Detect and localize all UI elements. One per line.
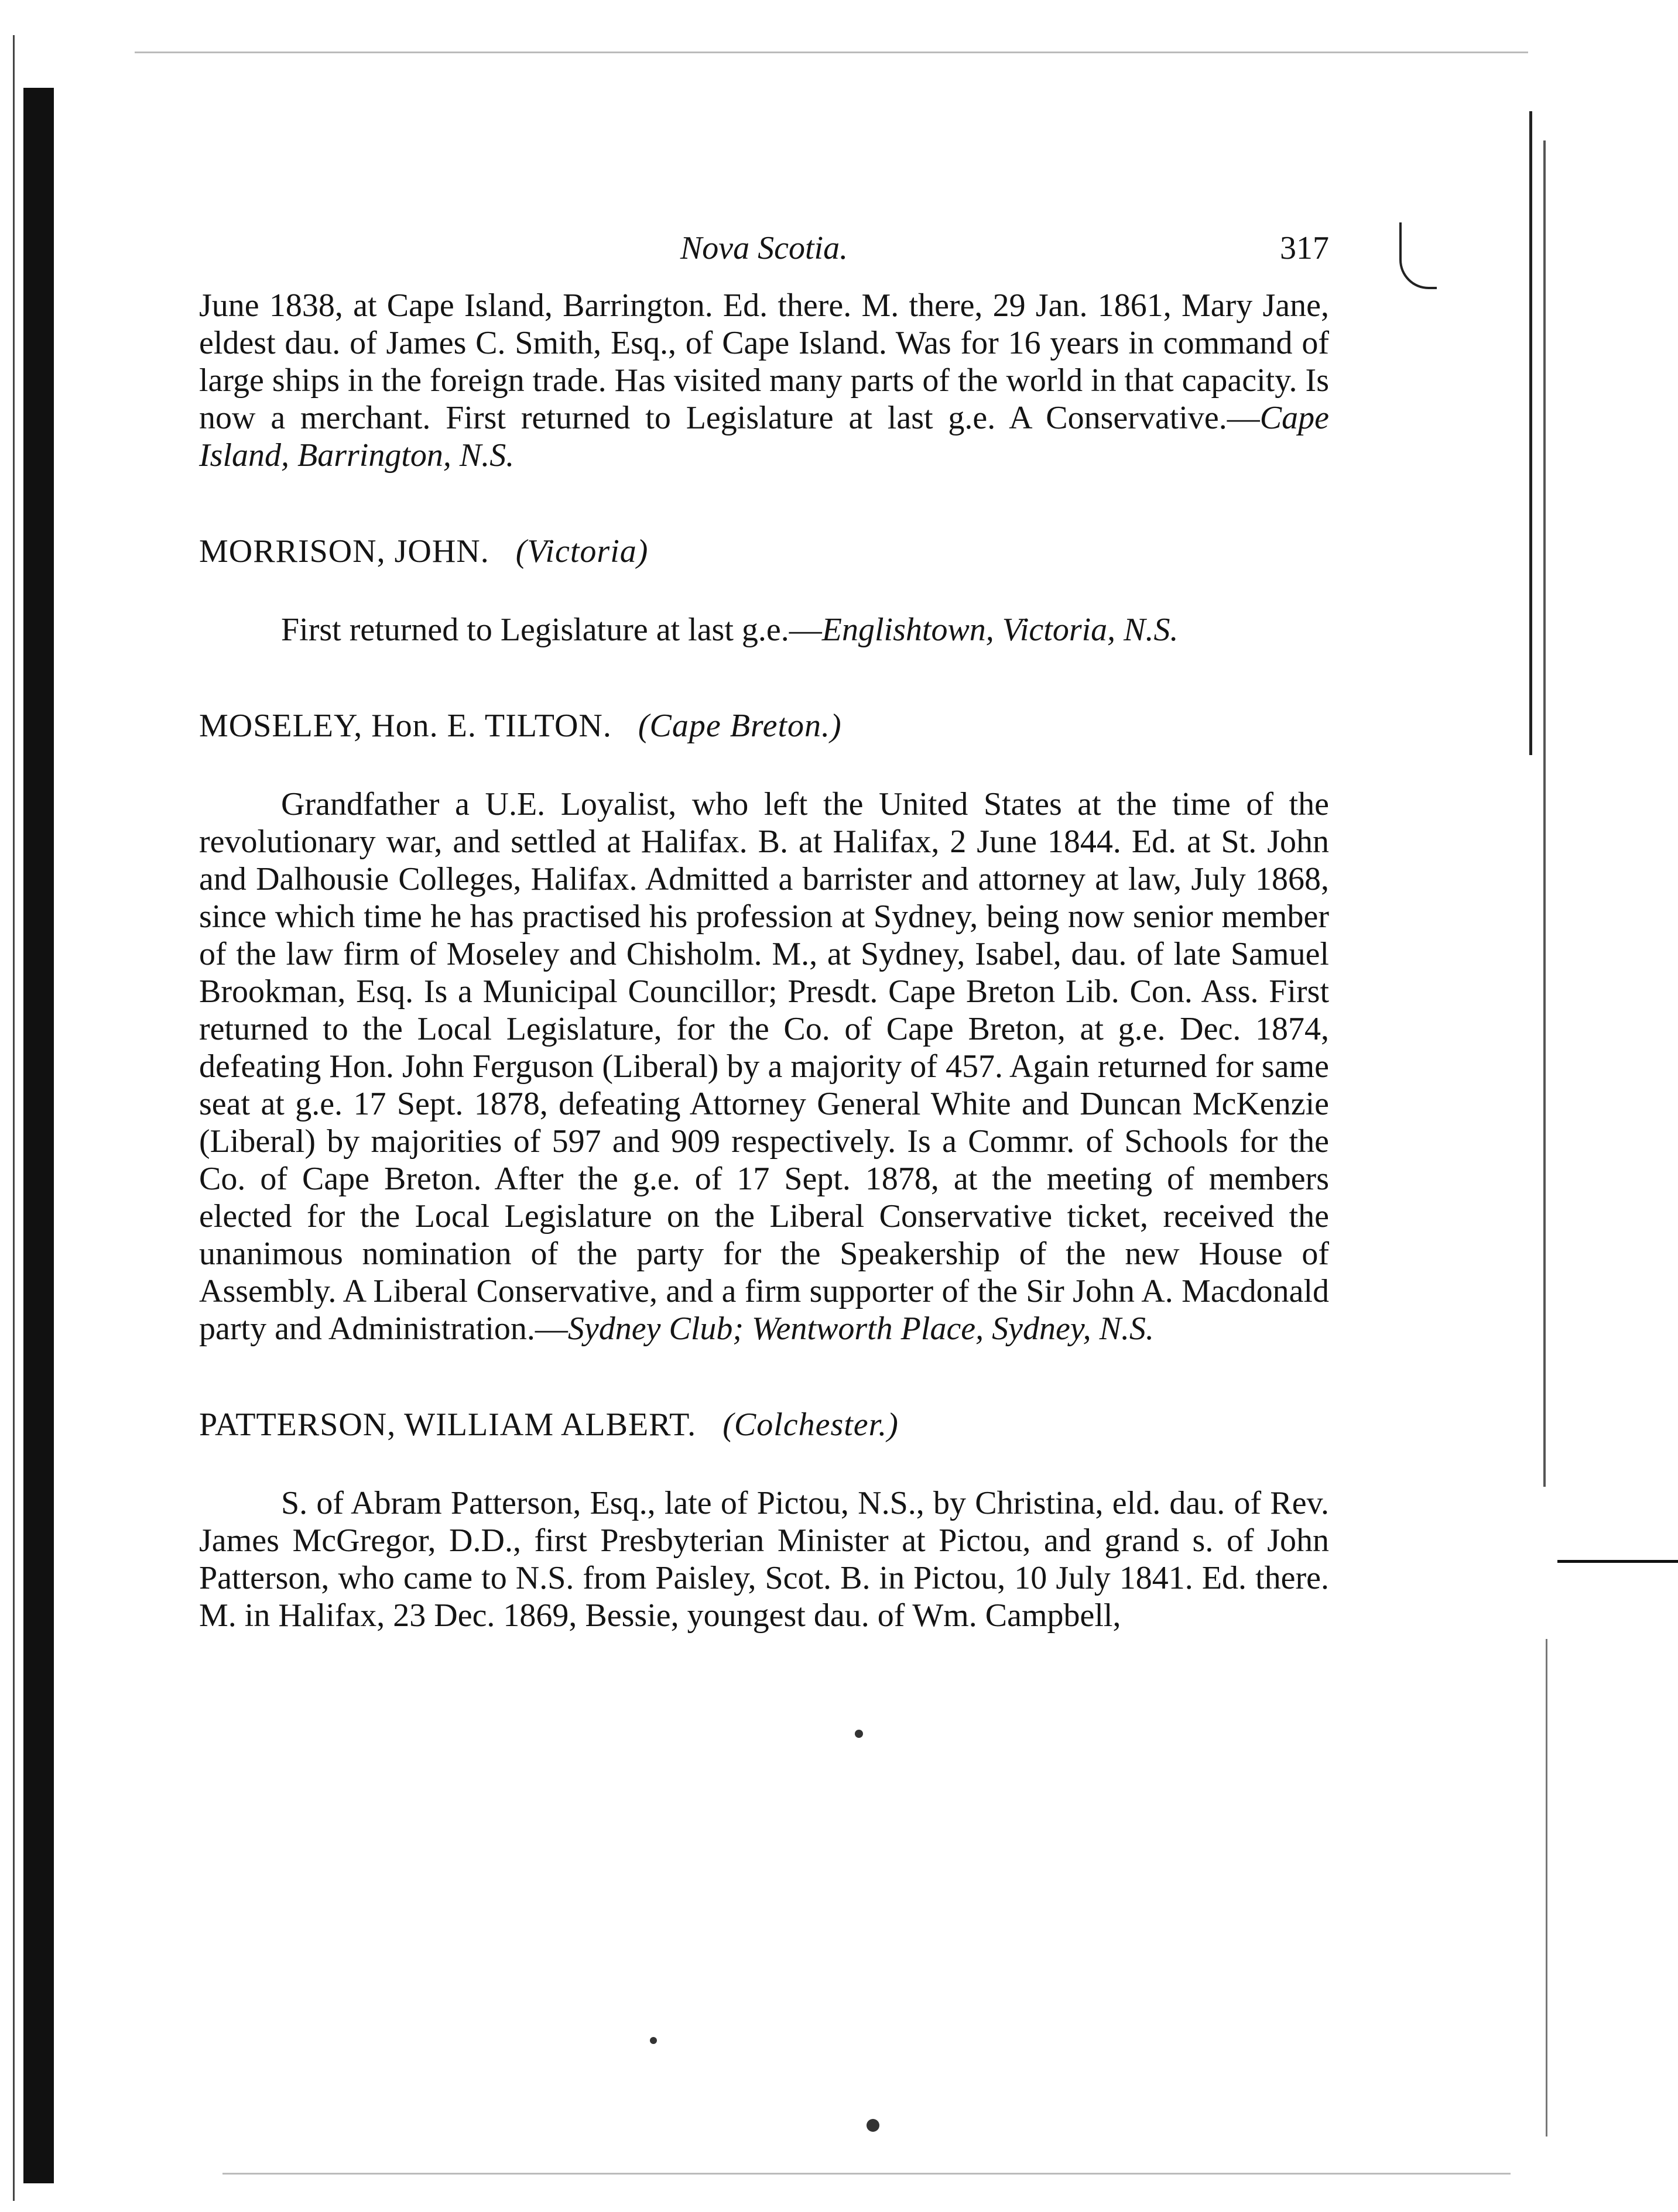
scan-speck xyxy=(650,2037,657,2044)
entry-heading xyxy=(199,707,1329,745)
entry-body-text: First returned to Legislature at last g.e.— xyxy=(281,612,822,648)
entry-name: MORRISON, JOHN. xyxy=(199,533,489,570)
page-right-edge-lower xyxy=(1546,1639,1547,2136)
entry-continuation xyxy=(199,287,1329,474)
entry-name: MOSELEY, Hon. E. TILTON. xyxy=(199,708,612,744)
entry-address: Sydney Club; Wentworth Place, Sydney, N.S. xyxy=(567,1311,1154,1347)
entry-body-text: Grandfather a U.E. Loyalist, who left the United States at the time of the revolutionary war, and settled at Halifax. B. at Halifax, 2 June 1844. Ed. at St. John and Dalhousie Colleges, Halifax. Admitted a barrister and attorney at law, July 1868, since which time he has practised his profession at Sydney, being now senior member of the law firm of Moseley and Chisholm. M., at Sydney, Isabel, dau. of late Samuel Brookman, Esq. Is a Municipal Councillor; Presdt. Cape Breton Lib. Con. Ass. First returned to the Local Legislature, for the Co. of Cape Breton, at g.e. Dec. 1874, defeating Hon. John Ferguson (Liberal) by a majority of 457. Again returned for same seat at g.e. 17 Sept. 1878, defeating Attorney General White and Duncan McKenzie (Liberal) by majorities of 597 and 909 respectively. Is a Commr. of Schools for the Co. of Cape Breton. After the g.e. of 17 Sept. 1878, at the meeting of members elected for the Local Legislature on the Liberal Conservative ticket, received the unanimous nomination of the party for the Speakership of the new House of Assembly. A Liberal Conservative, and a firm supporter of the Sir John A. Macdonald party and Administration.— xyxy=(199,786,1329,1347)
page-right-edge-inner xyxy=(1543,140,1546,1487)
page-right-edge xyxy=(1529,111,1532,755)
entry-name: PATTERSON, WILLIAM ALBERT. xyxy=(199,1407,697,1443)
entry-body-text: S. of Abram Patterson, Esq., late of Pictou, N.S., by Christina, eld. dau. of Rev. James McGregor, D.D., first Presbyterian Minister at Pictou, and grand s. of John Patterson, who came to N.S. from Paisley, Scot. B. in Pictou, 10 July 1841. Ed. there. M. in Halifax, 23 Dec. 1869, Bessie, youngest dau. of Wm. Campbell, xyxy=(199,1485,1329,1634)
entry-body xyxy=(199,611,1329,649)
page-number: 317 xyxy=(1280,230,1329,266)
entry-body xyxy=(199,1484,1329,1634)
entry-address: Englishtown, Victoria, N.S. xyxy=(821,612,1179,648)
scan-edge-line xyxy=(1557,1560,1678,1563)
entry-heading xyxy=(199,533,1329,570)
entry-body xyxy=(199,786,1329,1347)
page-top-edge xyxy=(135,52,1528,53)
entry-continuation-text: June 1838, at Cape Island, Barrington. Ed. there. M. there, 29 Jan. 1861, Mary Jane, eldest dau. of James C. Smith, Esq., of Cape Island. Was for 16 years in command of large ships in the foreign trade. Has visited many parts of the world in that capacity. Is now a merchant. First returned to Legislature at last g.e. A Conservative.— xyxy=(199,287,1329,436)
entry-constituency: (Victoria) xyxy=(515,533,649,570)
scan-speck xyxy=(855,1730,863,1738)
entry-constituency: (Cape Breton.) xyxy=(638,708,842,744)
entry-continuation-address: Cape Island, Barrington, N.S. xyxy=(199,400,1329,474)
running-title: Nova Scotia. xyxy=(680,230,848,266)
binding-edge-line xyxy=(13,35,15,2201)
page-content xyxy=(199,222,1329,1634)
entry-constituency: (Colchester.) xyxy=(722,1407,899,1443)
pencil-corner-mark xyxy=(1399,222,1437,289)
entry-heading xyxy=(199,1406,1329,1443)
scan-speck xyxy=(867,2119,879,2132)
running-header xyxy=(199,222,1329,287)
scan-binding-shadow xyxy=(23,88,54,2183)
page-bottom-edge xyxy=(222,2173,1511,2175)
